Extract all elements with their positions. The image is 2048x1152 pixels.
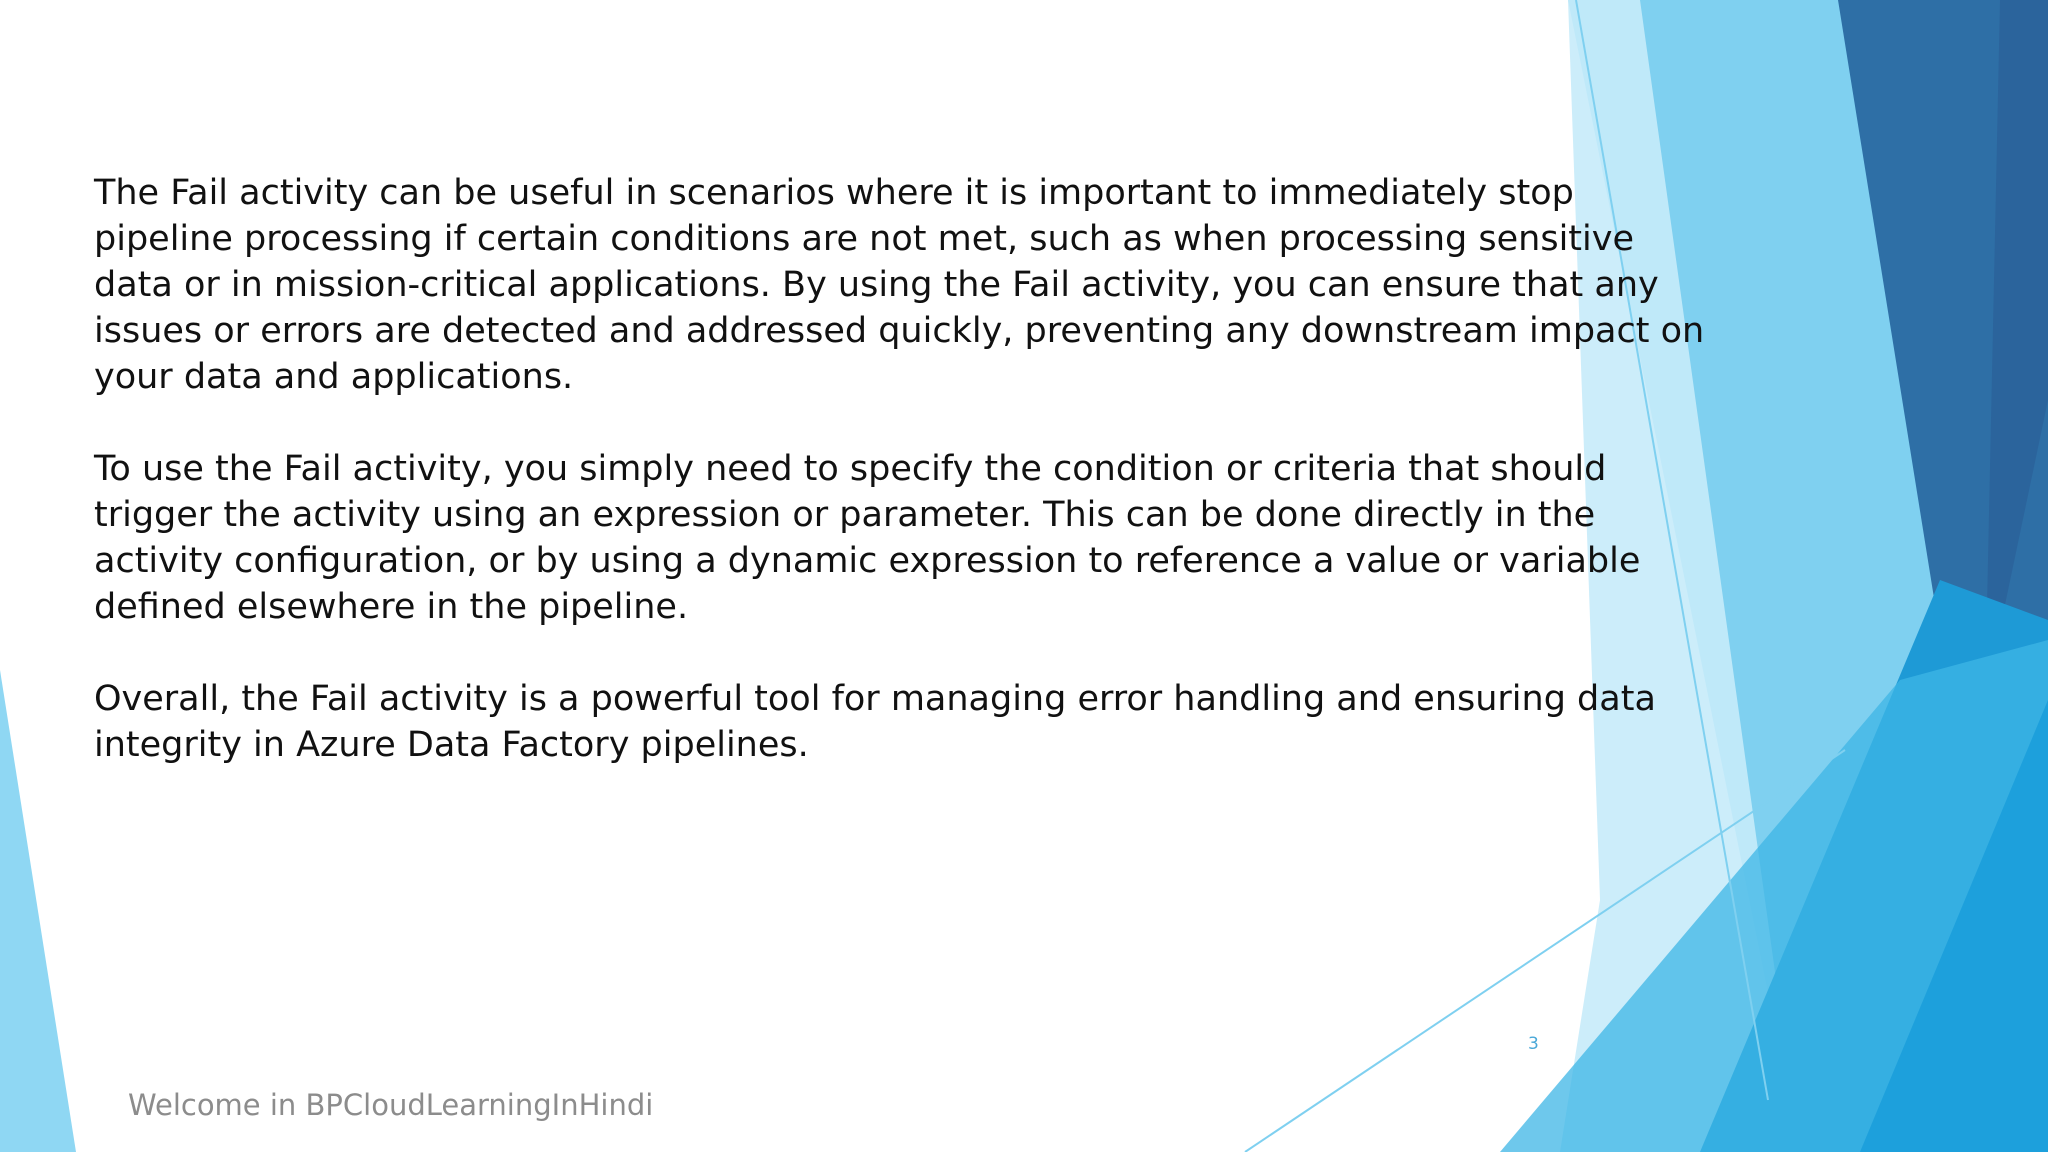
slide-number: 3 [1528,1034,1539,1054]
paragraph-3 [94,676,1734,768]
paragraph-1-line: data or in mission-critical applications. By using the Fail activity, you can ensure that any [94,265,1659,305]
paragraph-1-line: pipeline processing if certain conditions are not met, such as when processing sensitive [94,219,1634,259]
paragraph-1-line: The Fail activity can be useful in scenarios where it is important to immediately stop [94,173,1574,213]
left-accent-shape [0,670,76,1152]
paragraph-1-line: your data and applications. [94,357,574,397]
paragraph-2-line: activity configuration, or by using a dynamic expression to reference a value or variable [94,541,1641,581]
paragraph-2-line: trigger the activity using an expression or parameter. This can be done directly in the [94,495,1596,535]
paragraph-1 [94,170,1734,400]
paragraph-2-line: defined elsewhere in the pipeline. [94,587,689,627]
paragraph-1-line: issues or errors are detected and addressed quickly, preventing any downstream impact on [94,311,1705,351]
slide-body-text [94,170,1734,814]
footer-text: Welcome in BPCloudLearningInHindi [128,1088,654,1122]
paragraph-3-line: Overall, the Fail activity is a powerful tool for managing error handling and ensuring data [94,679,1656,719]
paragraph-2 [94,446,1734,630]
paragraph-2-line: To use the Fail activity, you simply need to specify the condition or criteria that should [94,449,1607,489]
paragraph-3-line: integrity in Azure Data Factory pipelines. [94,725,809,765]
